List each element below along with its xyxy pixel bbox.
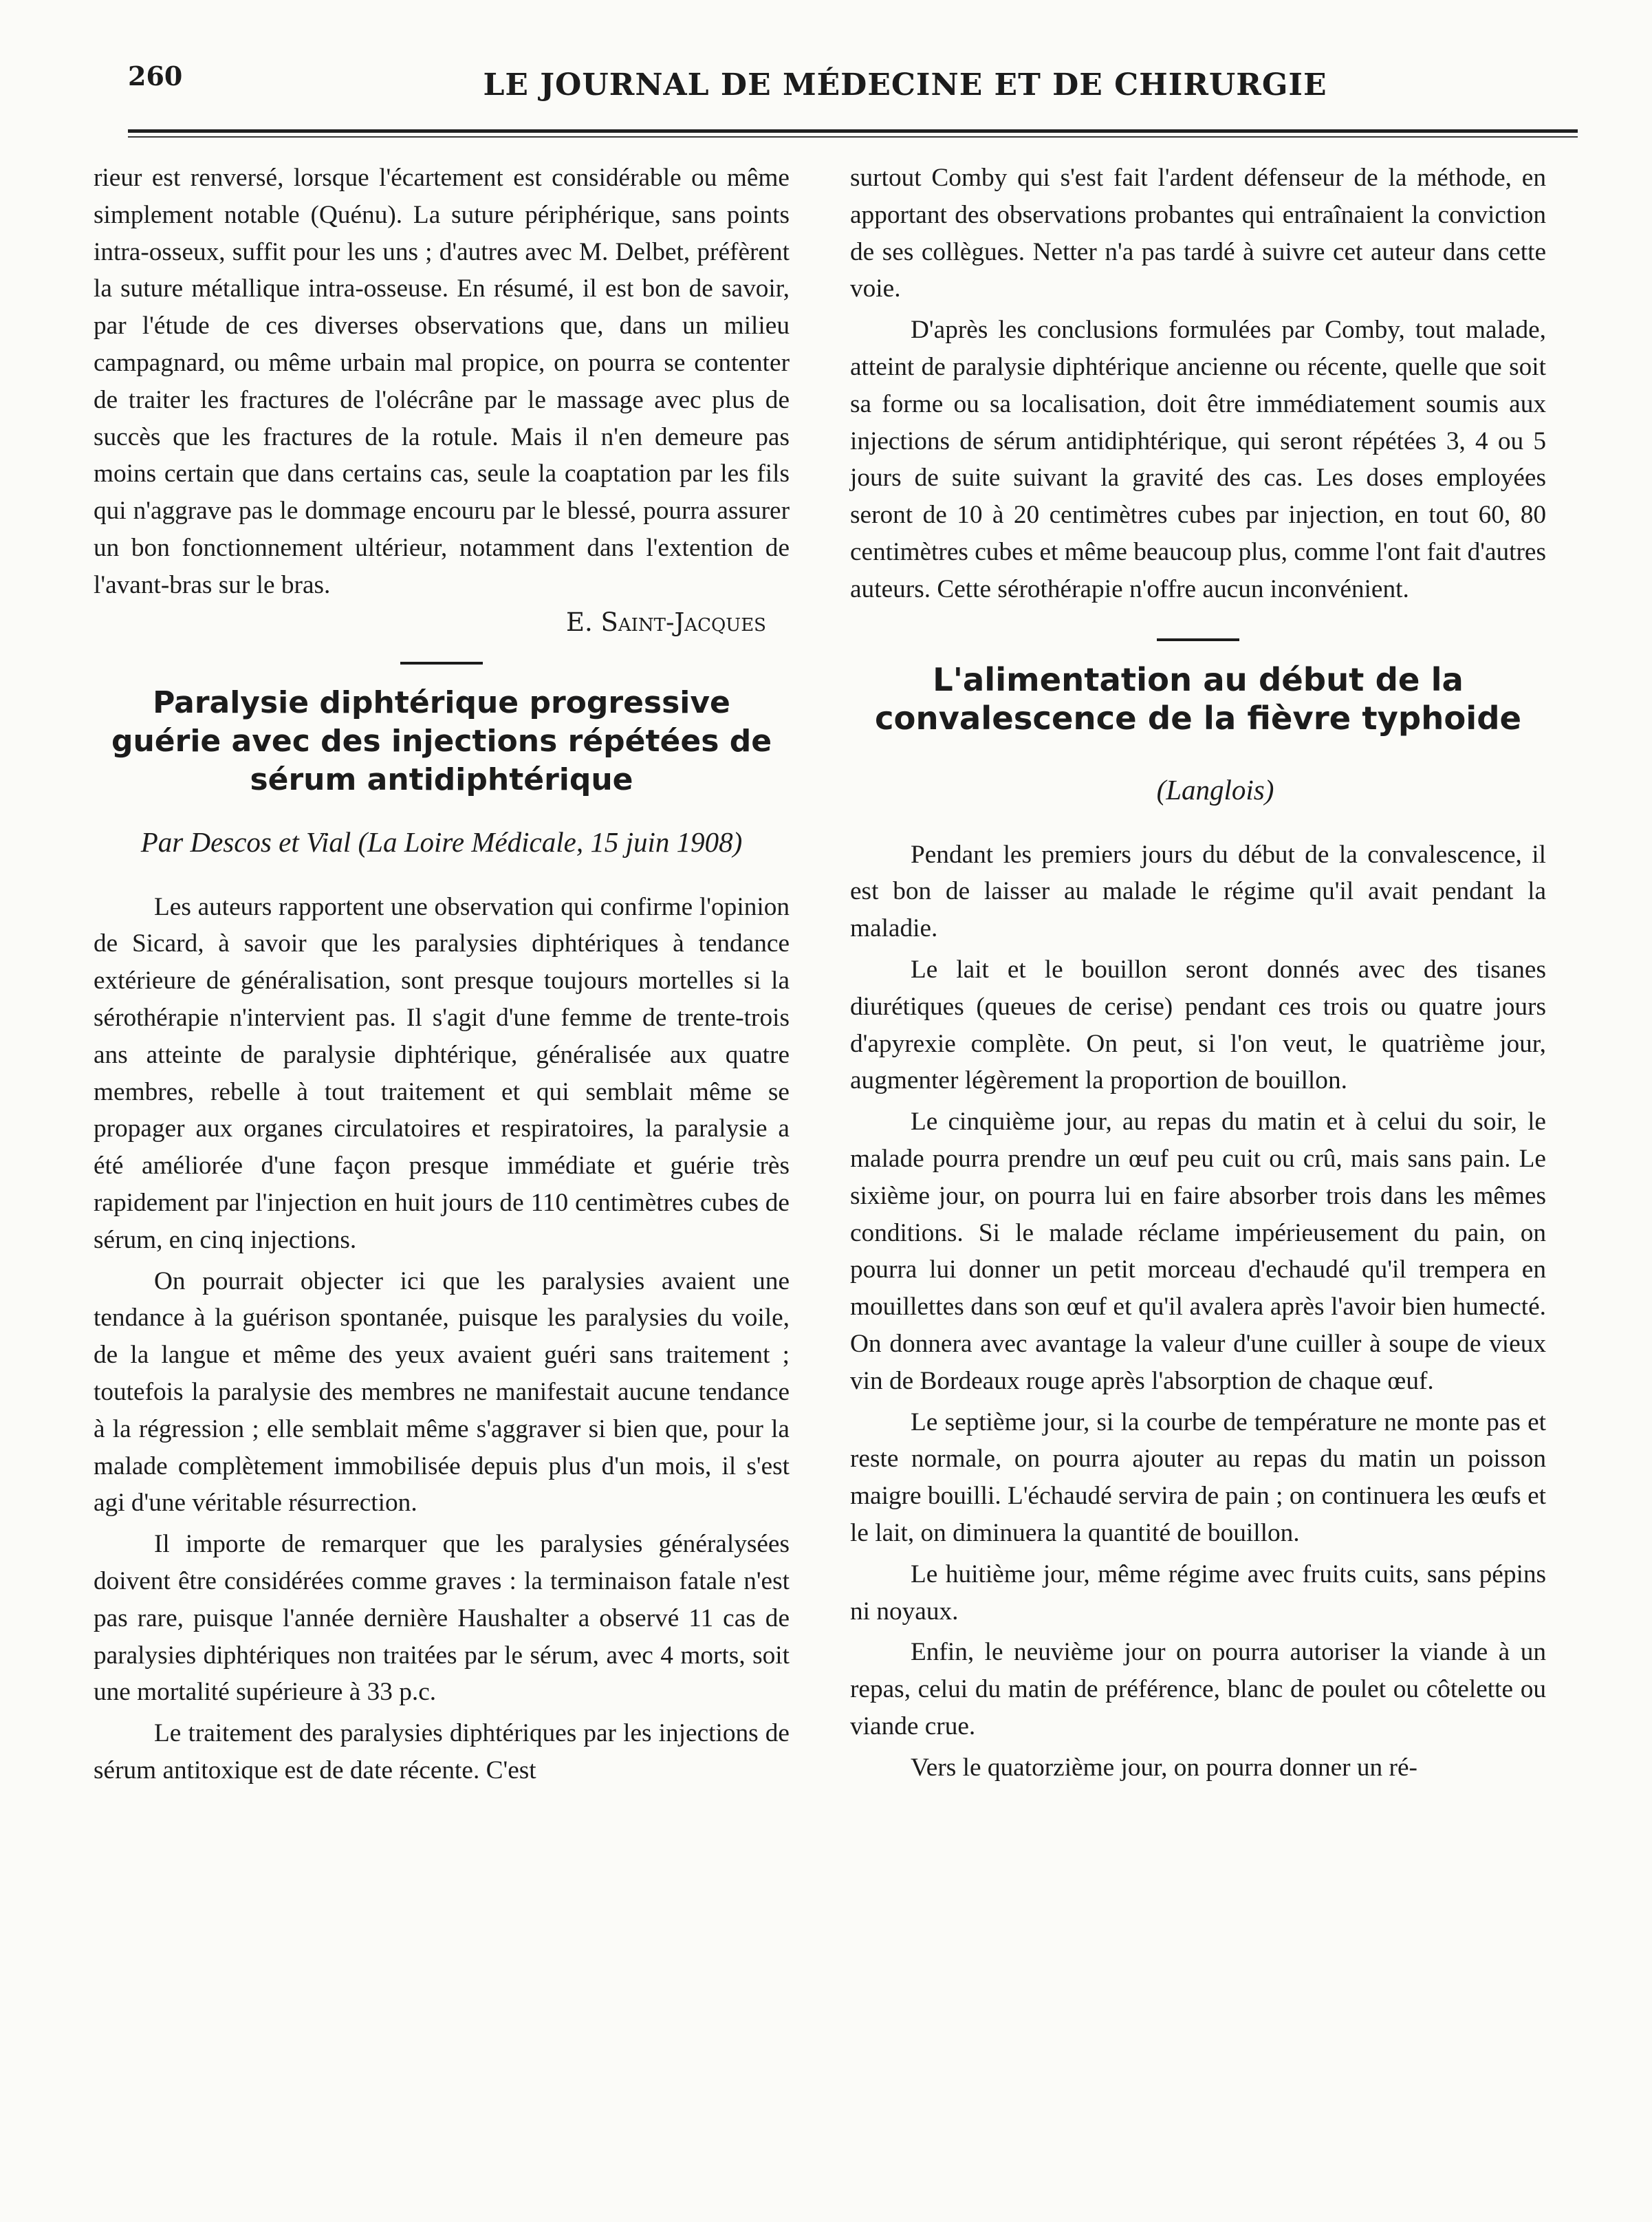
signature-name: E. Saint-Jacques xyxy=(565,607,766,637)
article-title-alimentation: L'alimentation au début de la convalescence de la fièvre typhoide xyxy=(874,660,1522,737)
article-byline: Par Descos et Vial (La Loire Médicale, 15 juin 1908) xyxy=(140,826,743,858)
continuation-paragraph: rieur est renversé, lorsque l'écartement est considérable ou même simplement notable (Quénu). La suture périphérique, sans points intra-osseux, suffit pour les uns ; d'autres avec M. Delbet, préfèrent la suture métallique intra-osseuse. En résumé, il est bon de savoir, par l'étude de ces diverses observations que, dans un milieu campagnard, ou même urbain mal propice, on pourra se contenter de traiter les fractures de l'olécrâne par le massage avec plus de succès que les fractures de la rotule. Mais il n'en demeure pas moins certain que dans certains cas, seule la coaptation par les fils qui n'aggrave pas le dommage encouru par le blessé, pourra assurer un bon fonctionnement ultérieur, notamment dans l'extention de l'avant-bras sur le bras. xyxy=(94,164,790,599)
page-number: 260 xyxy=(128,61,183,91)
signature xyxy=(94,604,790,641)
body-paragraph: Pendant les premiers jours du début de la convalescence, il est bon de laisser au malade le régime qu'il avait pendant la maladie. xyxy=(850,840,1546,943)
right-column xyxy=(850,160,1546,1786)
article-author: (Langlois) xyxy=(1156,773,1274,806)
body-paragraph: Le lait et le bouillon seront donnés avec des tisanes diurétiques (queues de cerise) pendant ces trois ou quatre jours d'apyrexie complète. On peut, si l'on veut, le quatrième jour, augmenter légèrement la proportion de bouillon. xyxy=(850,955,1546,1095)
body-paragraph: surtout Comby qui s'est fait l'ardent défenseur de la méthode, en apportant des observations probantes qui entraînaient la conviction de ses collègues. Netter n'a pas tardé à suivre cet auteur dans cette voie. xyxy=(850,164,1546,303)
body-paragraph: D'après les conclusions formulées par Comby, tout malade, atteint de paralysie diphtérique ancienne ou récente, quelle que soit sa forme ou sa localisation, doit être immédiatement soumis aux injections de sérum antidiphtérique, qui seront répétées 3, 4 ou 5 jours de suite suivant la gravité des cas. Les doses employées seront de 10 à 20 centimètres cubes par injection, en tout 60, 80 centimètres cubes et même beaucoup plus, comme l'ont fait d'autres auteurs. Cette sérothérapie n'offre aucun inconvénient. xyxy=(850,316,1546,603)
section-separator xyxy=(1157,638,1239,641)
header-rule-thick xyxy=(128,129,1578,133)
body-paragraph: Les auteurs rapportent une observation qui confirme l'opinion de Sicard, à savoir que les paralysies diphtériques à tendance extérieure de généralisation, sont presque toujours mortelles si la sérothérapie n'intervient pas. Il s'agit d'une femme de trente-trois ans atteinte de paralysie diphtérique, généralisée aux quatre membres, rebelle à tout traitement et qui semblait même se propager aux organes circulatoires et respiratoires, la paralysie a été améliorée d'une façon presque immédiate et guérie très rapidement par l'injection en huit jours de 110 centimètres cubes de sérum, en cinq injections. xyxy=(94,892,790,1254)
left-column xyxy=(94,160,790,1789)
journal-title: LE JOURNAL DE MÉDECINE ET DE CHIRURGIE xyxy=(483,67,1327,103)
body-paragraph: Le cinquième jour, au repas du matin et à celui du soir, le malade pourra prendre un œuf peu cuit ou crû, mais sans pain. Le sixième jour, on pourra lui en faire absorber trois dans les mêmes conditions. Si le malade réclame impérieusement du pain, on pourra lui donner un petit morceau d'echaudé qu'il trempera en mouillettes dans son œuf et qu'il avalera après l'avoir bien humecté. On donnera avec avantage la valeur d'une cuiller à soupe de vieux vin de Bordeaux rouge après l'absorption de chaque œuf. xyxy=(850,1108,1546,1395)
body-paragraph: Le septième jour, si la courbe de température ne monte pas et reste normale, on pourra ajouter au repas du matin un poisson maigre bouilli. L'échaudé servira de pain ; on continuera les œufs et le lait, on diminuera la quantité de bouillon. xyxy=(850,1407,1546,1547)
body-paragraph: Le traitement des paralysies diphtériques par les injections de sérum antitoxique est de date récente. C'est xyxy=(94,1719,790,1784)
header-rule-thin xyxy=(128,136,1578,138)
article-title-paralysie: Paralysie diphtérique progressive guérie avec des injections répétées de sérum antidiphtérique xyxy=(111,684,772,797)
body-paragraph: Vers le quatorzième jour, on pourra donner un ré- xyxy=(911,1753,1417,1782)
section-separator xyxy=(400,662,483,665)
body-paragraph: Le huitième jour, même régime avec fruits cuits, sans pépins ni noyaux. xyxy=(850,1560,1546,1626)
body-paragraph: On pourrait objecter ici que les paralysies avaient une tendance à la guérison spontanée, puisque les paralysies du voile, de la langue et même des yeux avaient guéri sans traitement ; toutefois la paralysie des membres ne manifestait aucune tendance à la régression ; elle semblait même s'aggraver si bien que, pour la malade complètement immobilisée depuis plus d'un mois, il s'est agi d'une véritable résurrection. xyxy=(94,1266,790,1518)
body-paragraph: Enfin, le neuvième jour on pourra autoriser la viande à un repas, celui du matin de préférence, blanc de poulet ou côtelette ou viande crue. xyxy=(850,1638,1546,1740)
body-paragraph: Il importe de remarquer que les paralysies généralysées doivent être considérées comme graves : la terminaison fatale n'est pas rare, puisque l'année dernière Haushalter a observé 11 cas de paralysies diphtériques non traitées par le sérum, avec 4 morts, soit une mortalité supérieure à 33 p.c. xyxy=(94,1530,790,1707)
